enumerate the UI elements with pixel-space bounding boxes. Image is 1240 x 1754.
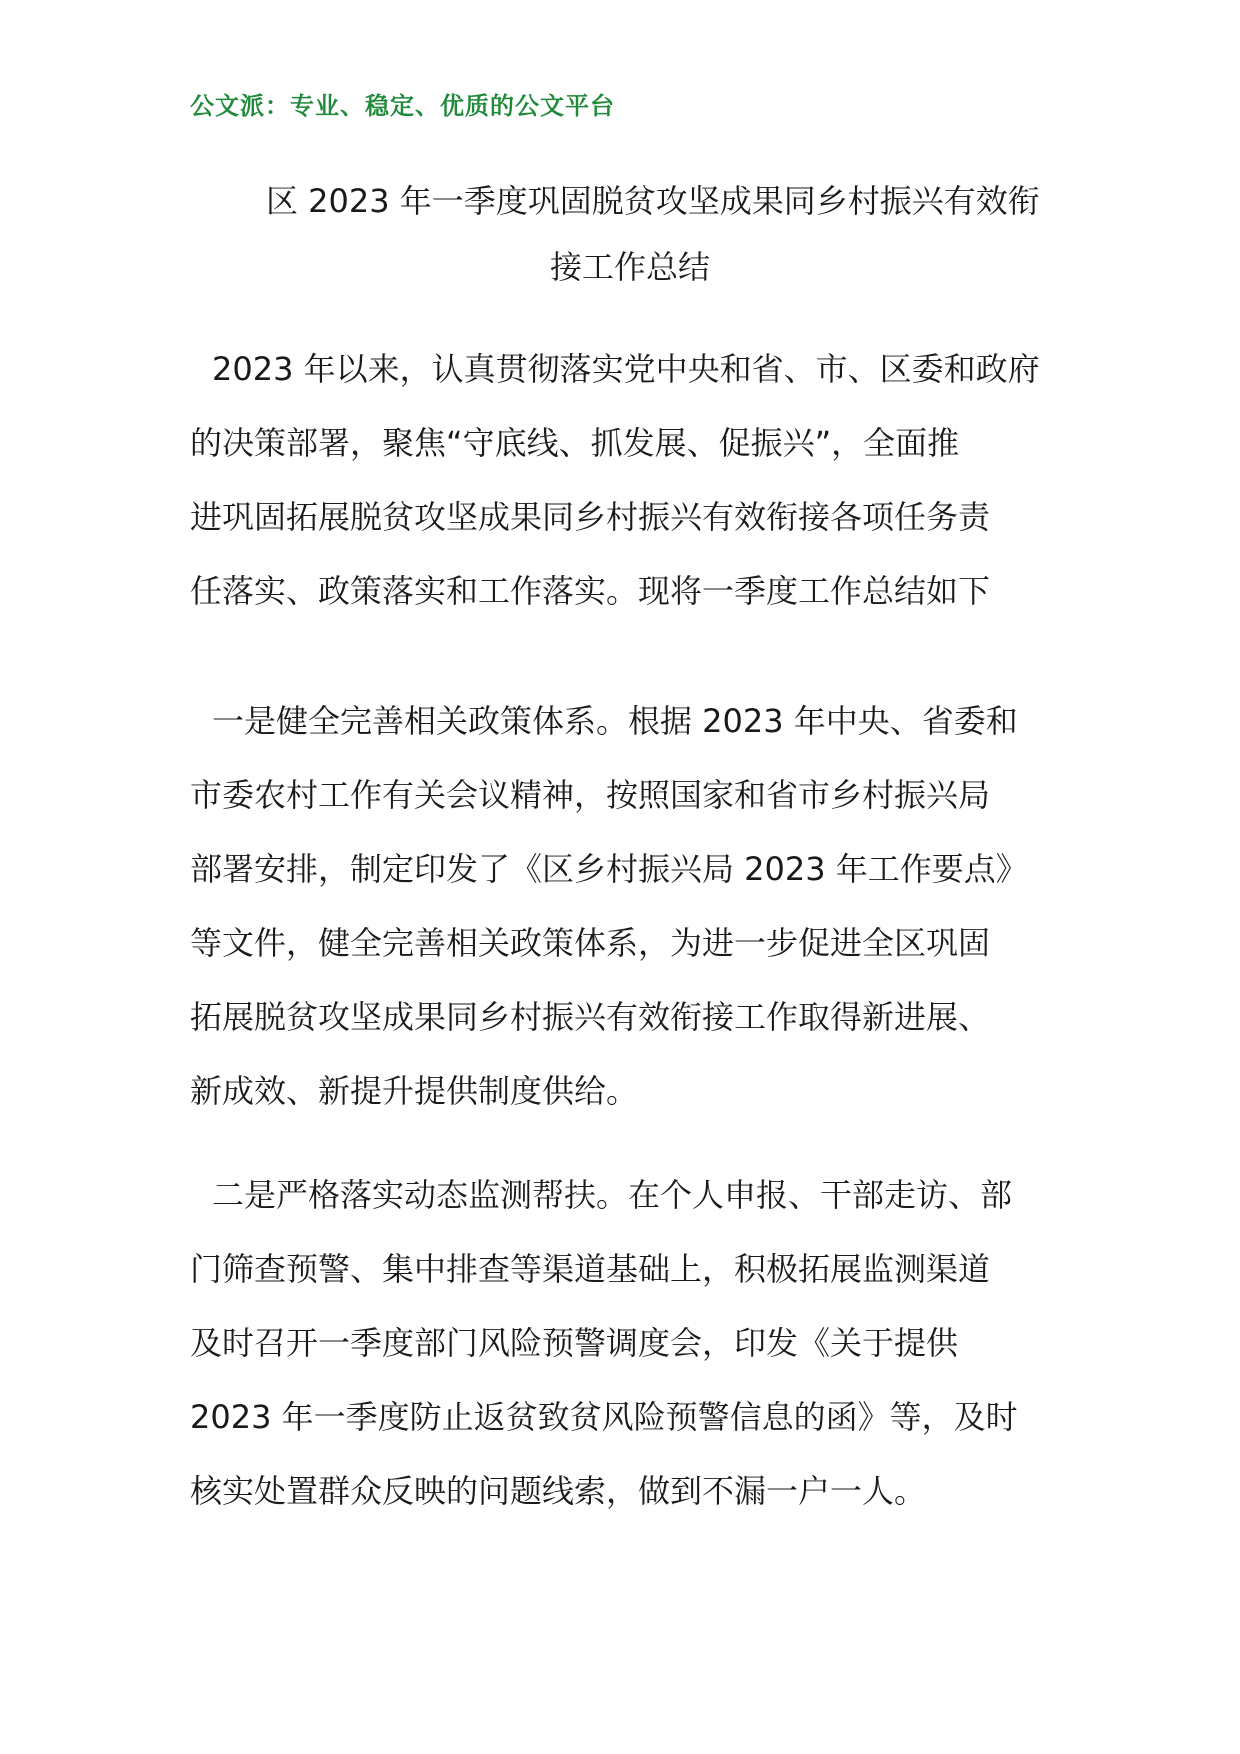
paragraph-line: 2023 年以来，认真贯彻落实党中央和省、市、区委和政府 [212, 350, 1040, 388]
paragraph-line: 部署安排，制定印发了《区乡村振兴局 2023 年工作要点》 [190, 850, 1028, 888]
paragraph-line: 进巩固拓展脱贫攻坚成果同乡村振兴有效衔接各项任务责 [190, 498, 991, 536]
document-title [190, 168, 1050, 300]
paragraph-line: 核实处置群众反映的问题线索，做到不漏一户一人。 [190, 1472, 927, 1510]
paragraph-policy-system [190, 684, 1050, 1128]
paragraph-line: 等文件，健全完善相关政策体系，为进一步促进全区巩固 [190, 924, 991, 962]
paragraph-monitoring [190, 1158, 1050, 1528]
paragraph-line: 一是健全完善相关政策体系。根据 2023 年中央、省委和 [212, 702, 1018, 740]
title-line-1: 区 2023 年一季度巩固脱贫攻坚成果同乡村振兴有效衔 [266, 182, 1040, 220]
title-line-2: 接工作总结 [549, 248, 710, 286]
paragraph-line: 拓展脱贫攻坚成果同乡村振兴有效衔接工作取得新进展、 [190, 998, 991, 1036]
paragraph-line: 二是严格落实动态监测帮扶。在个人申报、干部走访、部 [212, 1176, 1013, 1214]
paragraph-line: 的决策部署，聚焦“守底线、抓发展、促振兴”，全面推 [190, 424, 960, 462]
brand-header: 公文派：专业、稳定、优质的公文平台 [190, 92, 615, 120]
paragraph-line: 门筛查预警、集中排查等渠道基础上，积极拓展监测渠道 [190, 1250, 991, 1288]
paragraph-line: 2023 年一季度防止返贫致贫风险预警信息的函》等，及时 [190, 1398, 1018, 1436]
paragraph-line: 任落实、政策落实和工作落实。现将一季度工作总结如下 [190, 572, 991, 610]
paragraph-intro [190, 332, 1050, 628]
paragraph-line: 市委农村工作有关会议精神，按照国家和省市乡村振兴局 [190, 776, 991, 814]
paragraph-line: 及时召开一季度部门风险预警调度会，印发《关于提供 [190, 1324, 959, 1362]
paragraph-line: 新成效、新提升提供制度供给。 [190, 1072, 639, 1110]
